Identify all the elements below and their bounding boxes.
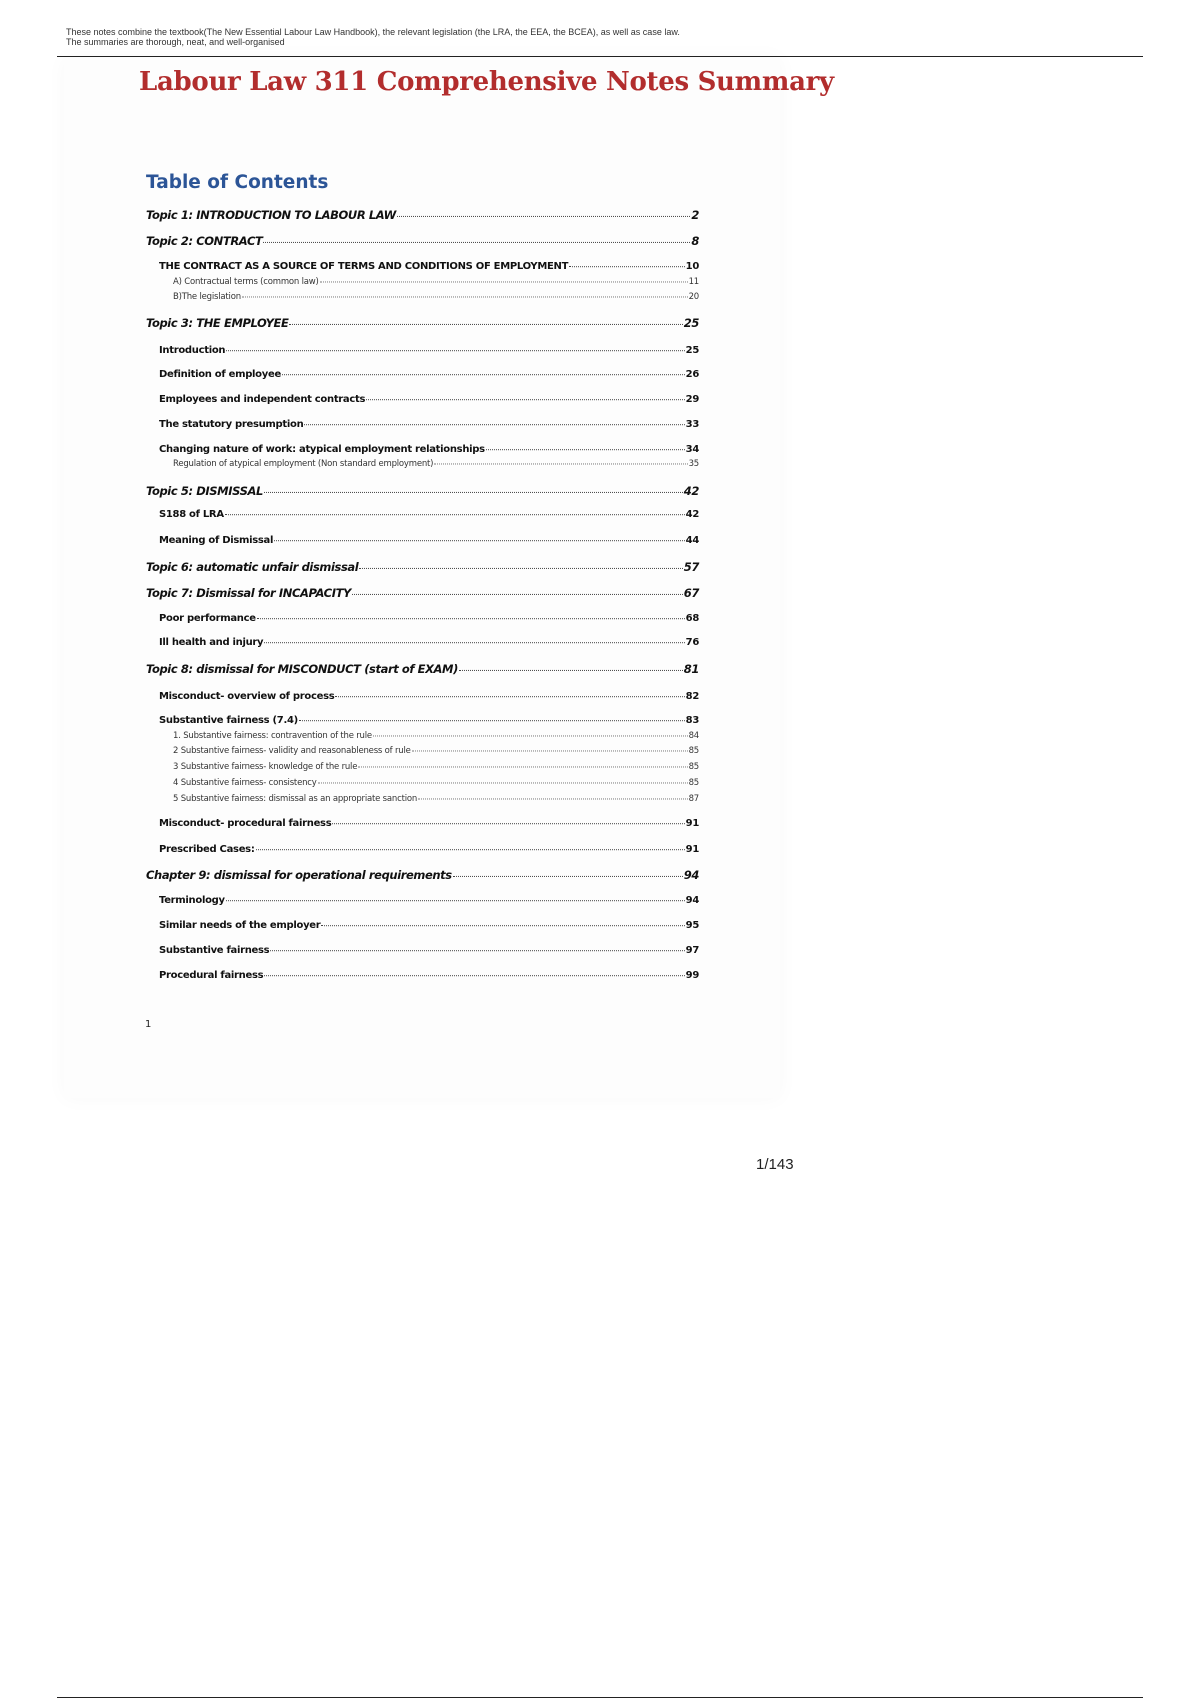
toc-entry[interactable]: [173, 775, 699, 788]
toc-entry-page: 29: [685, 394, 699, 405]
toc-entry-label: Terminology: [159, 895, 225, 906]
toc-entry[interactable]: [173, 456, 699, 469]
toc-entry-label: 3 Substantive fairness- knowledge of the rule: [173, 761, 358, 772]
toc-dot-leader: [263, 230, 690, 243]
toc-dot-leader: [459, 658, 683, 671]
toc-entry[interactable]: [159, 610, 699, 624]
toc-entry[interactable]: [159, 942, 699, 956]
toc-dot-leader: [412, 741, 688, 751]
toc-entry-label: Chapter 9: dismissal for operational requirements: [146, 867, 452, 882]
toc-entry-label: S188 of LRA: [159, 509, 224, 520]
toc-dot-leader: [299, 710, 685, 721]
toc-entry-label: Substantive fairness: [159, 945, 270, 956]
toc-entry-label: Topic 8: dismissal for MISCONDUCT (start of EXAM): [146, 661, 458, 676]
toc-entry-page: 85: [688, 745, 699, 756]
toc-entry[interactable]: [159, 917, 699, 931]
toc-entry-label: Changing nature of work: atypical employment relationships: [159, 444, 485, 455]
toc-dot-leader: [257, 608, 685, 619]
toc-dot-leader: [373, 726, 688, 736]
header-note-line-1: These notes combine the textbook(The New Essential Labour Law Handbook), the relevant legislation (the LRA, the EEA, the BCEA), as well as case law.: [66, 27, 680, 37]
toc-entry-page: 25: [685, 345, 699, 356]
toc-entry-page: 2: [691, 207, 699, 222]
toc-entry-page: 34: [685, 444, 699, 455]
toc-entry-page: 83: [685, 715, 699, 726]
toc-entry-page: 57: [683, 559, 699, 574]
toc-entry[interactable]: [173, 289, 699, 302]
toc-entry-page: 91: [685, 844, 699, 855]
toc-entry-label: Poor performance: [159, 613, 256, 624]
toc-entry[interactable]: [159, 391, 699, 405]
toc-entry[interactable]: [159, 416, 699, 430]
toc-entry-page: 84: [688, 730, 699, 741]
toc-dot-leader: [358, 757, 687, 767]
toc-dot-leader: [256, 839, 685, 850]
toc-entry-page: 99: [685, 970, 699, 981]
toc-entry-label: 2 Substantive fairness- validity and reasonableness of rule: [173, 745, 411, 756]
toc-entry[interactable]: [173, 759, 699, 772]
toc-entry[interactable]: [159, 688, 699, 702]
toc-entry-page: 44: [685, 535, 699, 546]
toc-entry[interactable]: [159, 967, 699, 981]
toc-entry[interactable]: [146, 866, 699, 882]
toc-entry[interactable]: [146, 584, 699, 600]
toc-entry-page: 33: [685, 419, 699, 430]
toc-entry[interactable]: [173, 274, 699, 287]
toc-entry-label: A) Contractual terms (common law): [173, 276, 319, 287]
toc-entry-page: 68: [685, 613, 699, 624]
toc-entry[interactable]: [159, 532, 699, 546]
toc-entry-label: Similar needs of the employer: [159, 920, 321, 931]
toc-entry-page: 67: [683, 585, 699, 600]
toc-dot-leader: [418, 789, 688, 799]
toc-dot-leader: [264, 965, 684, 976]
toc-dot-leader: [289, 312, 682, 325]
toc-entry[interactable]: [159, 258, 699, 272]
toc-dot-leader: [486, 439, 685, 450]
toc-dot-leader: [320, 272, 688, 282]
document-title: Labour Law 311 Comprehensive Notes Summary: [139, 67, 834, 97]
toc-entry-label: Meaning of Dismissal: [159, 535, 274, 546]
toc-entry-label: 5 Substantive fairness: dismissal as an appropriate sanction: [173, 793, 418, 804]
toc-entry[interactable]: [146, 314, 699, 330]
toc-entry-page: 8: [691, 233, 699, 248]
toc-entry-label: Ill health and injury: [159, 637, 264, 648]
toc-dot-leader: [569, 256, 685, 267]
toc-entry-page: 11: [688, 276, 699, 287]
toc-entry[interactable]: [173, 728, 699, 741]
toc-dot-leader: [282, 364, 685, 375]
toc-entry[interactable]: [159, 342, 699, 356]
toc-dot-leader: [225, 504, 685, 515]
toc-entry-page: 26: [685, 369, 699, 380]
toc-entry-label: Topic 2: CONTRACT: [146, 233, 263, 248]
toc-entry-label: Topic 5: DISMISSAL: [146, 483, 263, 498]
toc-heading: Table of Contents: [146, 172, 329, 193]
toc-entry-page: 91: [685, 818, 699, 829]
toc-dot-leader: [332, 813, 684, 824]
toc-entry-page: 25: [683, 315, 699, 330]
toc-dot-leader: [453, 864, 683, 877]
toc-entry[interactable]: [173, 743, 699, 756]
toc-entry[interactable]: [159, 634, 699, 648]
toc-entry[interactable]: [146, 232, 699, 248]
toc-entry[interactable]: [146, 206, 699, 222]
toc-entry[interactable]: [159, 815, 699, 829]
toc-entry[interactable]: [173, 791, 699, 804]
toc-dot-leader: [352, 582, 683, 595]
toc-entry-page: 87: [688, 793, 699, 804]
toc-dot-leader: [366, 389, 685, 400]
toc-dot-leader: [335, 686, 684, 697]
toc-entry-label: THE CONTRACT AS A SOURCE OF TERMS AND CONDITIONS OF EMPLOYMENT: [159, 261, 569, 272]
toc-entry-label: Procedural fairness: [159, 970, 264, 981]
toc-entry[interactable]: [159, 841, 699, 855]
toc-entry-label: Misconduct- procedural fairness: [159, 818, 332, 829]
toc-entry-page: 97: [685, 945, 699, 956]
toc-entry-page: 94: [685, 895, 699, 906]
toc-dot-leader: [226, 340, 684, 351]
toc-entry-page: 10: [685, 261, 699, 272]
toc-entry-page: 94: [683, 867, 699, 882]
toc-entry-label: Introduction: [159, 345, 226, 356]
toc-entry-page: 42: [685, 509, 699, 520]
toc-entry-label: 1. Substantive fairness: contravention of the rule: [173, 730, 372, 741]
toc-entry-label: Prescribed Cases:: [159, 844, 255, 855]
toc-dot-leader: [264, 480, 683, 493]
toc-entry-page: 42: [683, 483, 699, 498]
toc-entry[interactable]: [159, 366, 699, 380]
toc-entry-label: B)The legislation: [173, 291, 241, 302]
toc-dot-leader: [321, 915, 684, 926]
toc-entry-label: 4 Substantive fairness- consistency: [173, 777, 317, 788]
toc-entry-label: Topic 7: Dismissal for INCAPACITY: [146, 585, 351, 600]
toc-entry-label: Definition of employee: [159, 369, 281, 380]
page-counter: 1/143: [756, 1156, 794, 1173]
header-note-line-2: The summaries are thorough, neat, and well-organised: [66, 37, 285, 47]
toc-entry-label: Topic 1: INTRODUCTION TO LABOUR LAW: [146, 207, 396, 222]
toc-entry-page: 95: [685, 920, 699, 931]
toc-dot-leader: [264, 632, 684, 643]
toc-entry[interactable]: [146, 482, 699, 498]
footer-divider: [57, 1697, 1143, 1698]
toc-entry-label: Employees and independent contracts: [159, 394, 366, 405]
toc-entry-page: 85: [688, 761, 699, 772]
toc-entry-label: Misconduct- overview of process: [159, 691, 335, 702]
document-page-number: 1: [145, 1019, 152, 1030]
toc-entry-label: Topic 6: automatic unfair dismissal: [146, 559, 359, 574]
toc-entry[interactable]: [159, 441, 699, 455]
toc-entry-page: 35: [688, 458, 699, 469]
toc-entry-page: 82: [685, 691, 699, 702]
toc-dot-leader: [274, 530, 685, 541]
toc-dot-leader: [397, 204, 690, 217]
toc-entry-label: Topic 3: THE EMPLOYEE: [146, 315, 289, 330]
toc-dot-leader: [226, 890, 685, 901]
toc-dot-leader: [270, 940, 684, 951]
toc-dot-leader: [304, 414, 684, 425]
toc-entry-page: 76: [685, 637, 699, 648]
toc-entry-page: 85: [688, 777, 699, 788]
toc-entry-label: Substantive fairness (7.4): [159, 715, 298, 726]
toc-entry-label: The statutory presumption: [159, 419, 304, 430]
toc-entry-label: Regulation of atypical employment (Non standard employment): [173, 458, 434, 469]
toc-dot-leader: [359, 556, 682, 569]
toc-dot-leader: [434, 454, 687, 464]
toc-entry[interactable]: [146, 660, 699, 676]
toc-dot-leader: [242, 287, 688, 297]
toc-entry[interactable]: [159, 506, 699, 520]
toc-entry-page: 81: [683, 661, 699, 676]
toc-entry[interactable]: [146, 558, 699, 574]
toc-dot-leader: [318, 773, 688, 783]
toc-entry-page: 20: [688, 291, 699, 302]
toc-entry[interactable]: [159, 892, 699, 906]
toc-entry[interactable]: [159, 712, 699, 726]
